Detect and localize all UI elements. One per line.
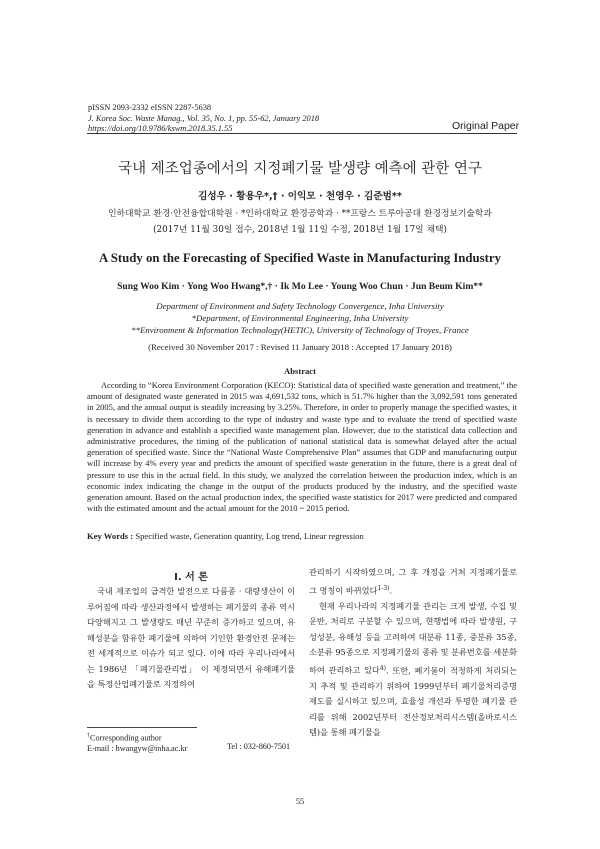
paragraph-2: 현재 우리나라의 지정폐기물 관리는 크게 발생, 수집 및 운반, 처리로 구분할 수 있으며, 현행법에 따라 발생원, 구성성분, 유해성 등을 고려하여 대분류 11종, 중분류 35종, 소분류 95종으로 지정폐기물의 종류 및 분류번호를 세분화하여 관리하고 있다 (309, 600, 517, 676)
affiliation-line: **Environment & Information Technology(HETIC), University of Technology of Troyes, France (131, 325, 469, 335)
journal-header (88, 103, 319, 135)
keywords-label: Key Words : (87, 531, 134, 541)
body-left-column: 국내 제조업의 급격한 발전으로 다품종 · 대량생산이 이루어짐에 따라 생산과정에서 발생하는 폐기물의 종류 역시 다양해지고 그 발생량도 매년 꾸준히 증가하고 있으며, 유해성분을 함유한 폐기물에 의하여 기인한 환경안전 문제는 전 세계적으로 이슈가 되고 있다. 이에 따라 우리나라에서는 1986년 「폐기물관리법」 이 제정되면서 유해폐기물을 특정산업폐기물로 지정하여 (87, 586, 295, 689)
dates-english: (Received 30 November 2017 : Revised 11 January 2018 : Accepted 17 January 2018) (148, 342, 452, 352)
paragraph-1: 관리하기 시작하였으며, 그 후 개정을 거쳐 지정폐기물로 그 명칭이 바뀌었다 (309, 567, 517, 596)
journal-citation: J. Korea Soc. Waste Manag., Vol. 35, No. 1, pp. 55-62, January 2018 (88, 113, 320, 123)
footnote-divider (87, 727, 197, 728)
doi-link[interactable]: https://doi.org/10.9786/kswm.2018.35.1.55 (88, 124, 233, 134)
keywords-text: Specified waste, Generation quantity, Log trend, Linear regression (135, 531, 364, 541)
body-right-column: 관리하기 시작하였으며, 그 후 개정을 거쳐 지정폐기물로 그 명칭이 바뀌었다$^{1-3)}$. 현재 우리나라의 지정폐기물 관리는 크게 발생, 수집 및 운반, 처리로 구분할 수 있으며, 현행법에 따라 발생원, 구성성분, 유해성 등을 고려하여 대분류 11종, 중분류 35종, 소분류 95종으로 지정폐기물의 종류 및 분류번호를 세분화하여 관리하고 있다$^{4)}$. 또한, 폐기물이 적정하게 처리되는지 추적 및 관리하기 위하여 1999년부터 폐기물처리증명제도를 실시하고 있으며, 효율성 개선과 투명한 폐기물 관리를 위해 2002년부터 전산정보처리시스템(올바로시스템)을 통해 폐기물을 (309, 567, 517, 738)
title-korean: 국내 제조업종에서의 지정폐기물 발생량 예측에 관한 연구 (118, 161, 482, 177)
affiliation-korean: 인하대학교 환경·안전융합대학원 · *인하대학교 환경공학과 · **프랑스 트루아공대 환경정보기술학과 (108, 209, 492, 219)
footnote-email[interactable]: E-mail : hwangyw@inha.ac.kr (87, 744, 188, 754)
affiliation-line: *Department, of Environmental Engineering, Inha University (191, 313, 409, 323)
affiliations-english (0, 300, 600, 336)
paragraph-2-cont: . 또한, 폐기물이 적정하게 처리되는지 추적 및 관리하기 위하여 1999년부터 폐기물처리증명제도를 실시하고 있으며, 효율성 개선과 투명한 폐기물 관리를 위해 2002년부터 전산정보처리시스템(올바로시스템)을 통해 폐기물을 (309, 665, 517, 738)
page-number: 55 (295, 797, 305, 806)
issn-line: pISSN 2093-2332 eISSN 2287-5638 (88, 103, 212, 112)
footnote-label: Corresponding author (90, 733, 162, 743)
section-heading: I. 서 론 (174, 572, 208, 583)
title-english: A Study on the Forecasting of Specified Waste in Manufacturing Industry (99, 251, 501, 265)
header-divider (87, 133, 517, 134)
corresponding-author-footnote: †Corresponding author E-mail : hwangyw@inha.ac.kr Tel : 032-860-7501 (87, 731, 297, 755)
keywords (87, 531, 364, 541)
affiliation-line: Department of Environment and Safety Technology Convergence, Inha University (156, 301, 444, 311)
citation-ref: 4) (379, 664, 386, 672)
footnote-tel: Tel : 032-860-7501 (227, 741, 291, 751)
abstract-text: According to “Korea Environment Corporation (KECO): Statistical data of specified waste generation and treatment,” the amount of designated waste generated in 2015 was 4,691,532 tons, which is 51.7% higher than the 3,092,591 tons generated in 2005, and the annual output is steadily increasing by 3.25%. Therefore, in order to properly manage the specified wastes, it is necessary to divide them according to the type of industry and waste type and to evaluate the trend of specified waste generation in advance and establish a specified waste management plan. However, due to the statistical data collection and administrative procedures, the timing of the publication of national statistical data is somewhat delayed after the actual generation of specified waste. Since the “National Waste Comprehensive Plan” assumes that GDP and manufacturing output will increase by 4% every year and predicts the amount of specified waste generation in the future, there is a great deal of pressure to use this in the actual field. In this study, we analyzed the correlation between the production index, which is an economic index indicating the change in the output of the products produced by the industry, and the specified waste generation amount. Based on the actual production index, the specified waste statistics for 2017 were predicted and compared with the estimated amount and the actual amount for the 2010 ~ 2015 period. (87, 380, 517, 514)
abstract-heading: Abstract (284, 366, 316, 376)
dates-korean: (2017년 11월 30일 접수, 2018년 1월 11일 수정, 2018년 1월 17일 채택) (153, 225, 447, 235)
authors-korean: 김성우 · 황용우*,† · 이익모 · 천영우 · 김준범** (198, 191, 402, 202)
paper-type-label: Original Paper (452, 120, 520, 132)
citation-ref: 1-3) (377, 584, 390, 592)
authors-english: Sung Woo Kim · Yong Woo Hwang*,† · Ik Mo Lee · Young Woo Chun · Jun Beum Kim** (117, 281, 483, 292)
